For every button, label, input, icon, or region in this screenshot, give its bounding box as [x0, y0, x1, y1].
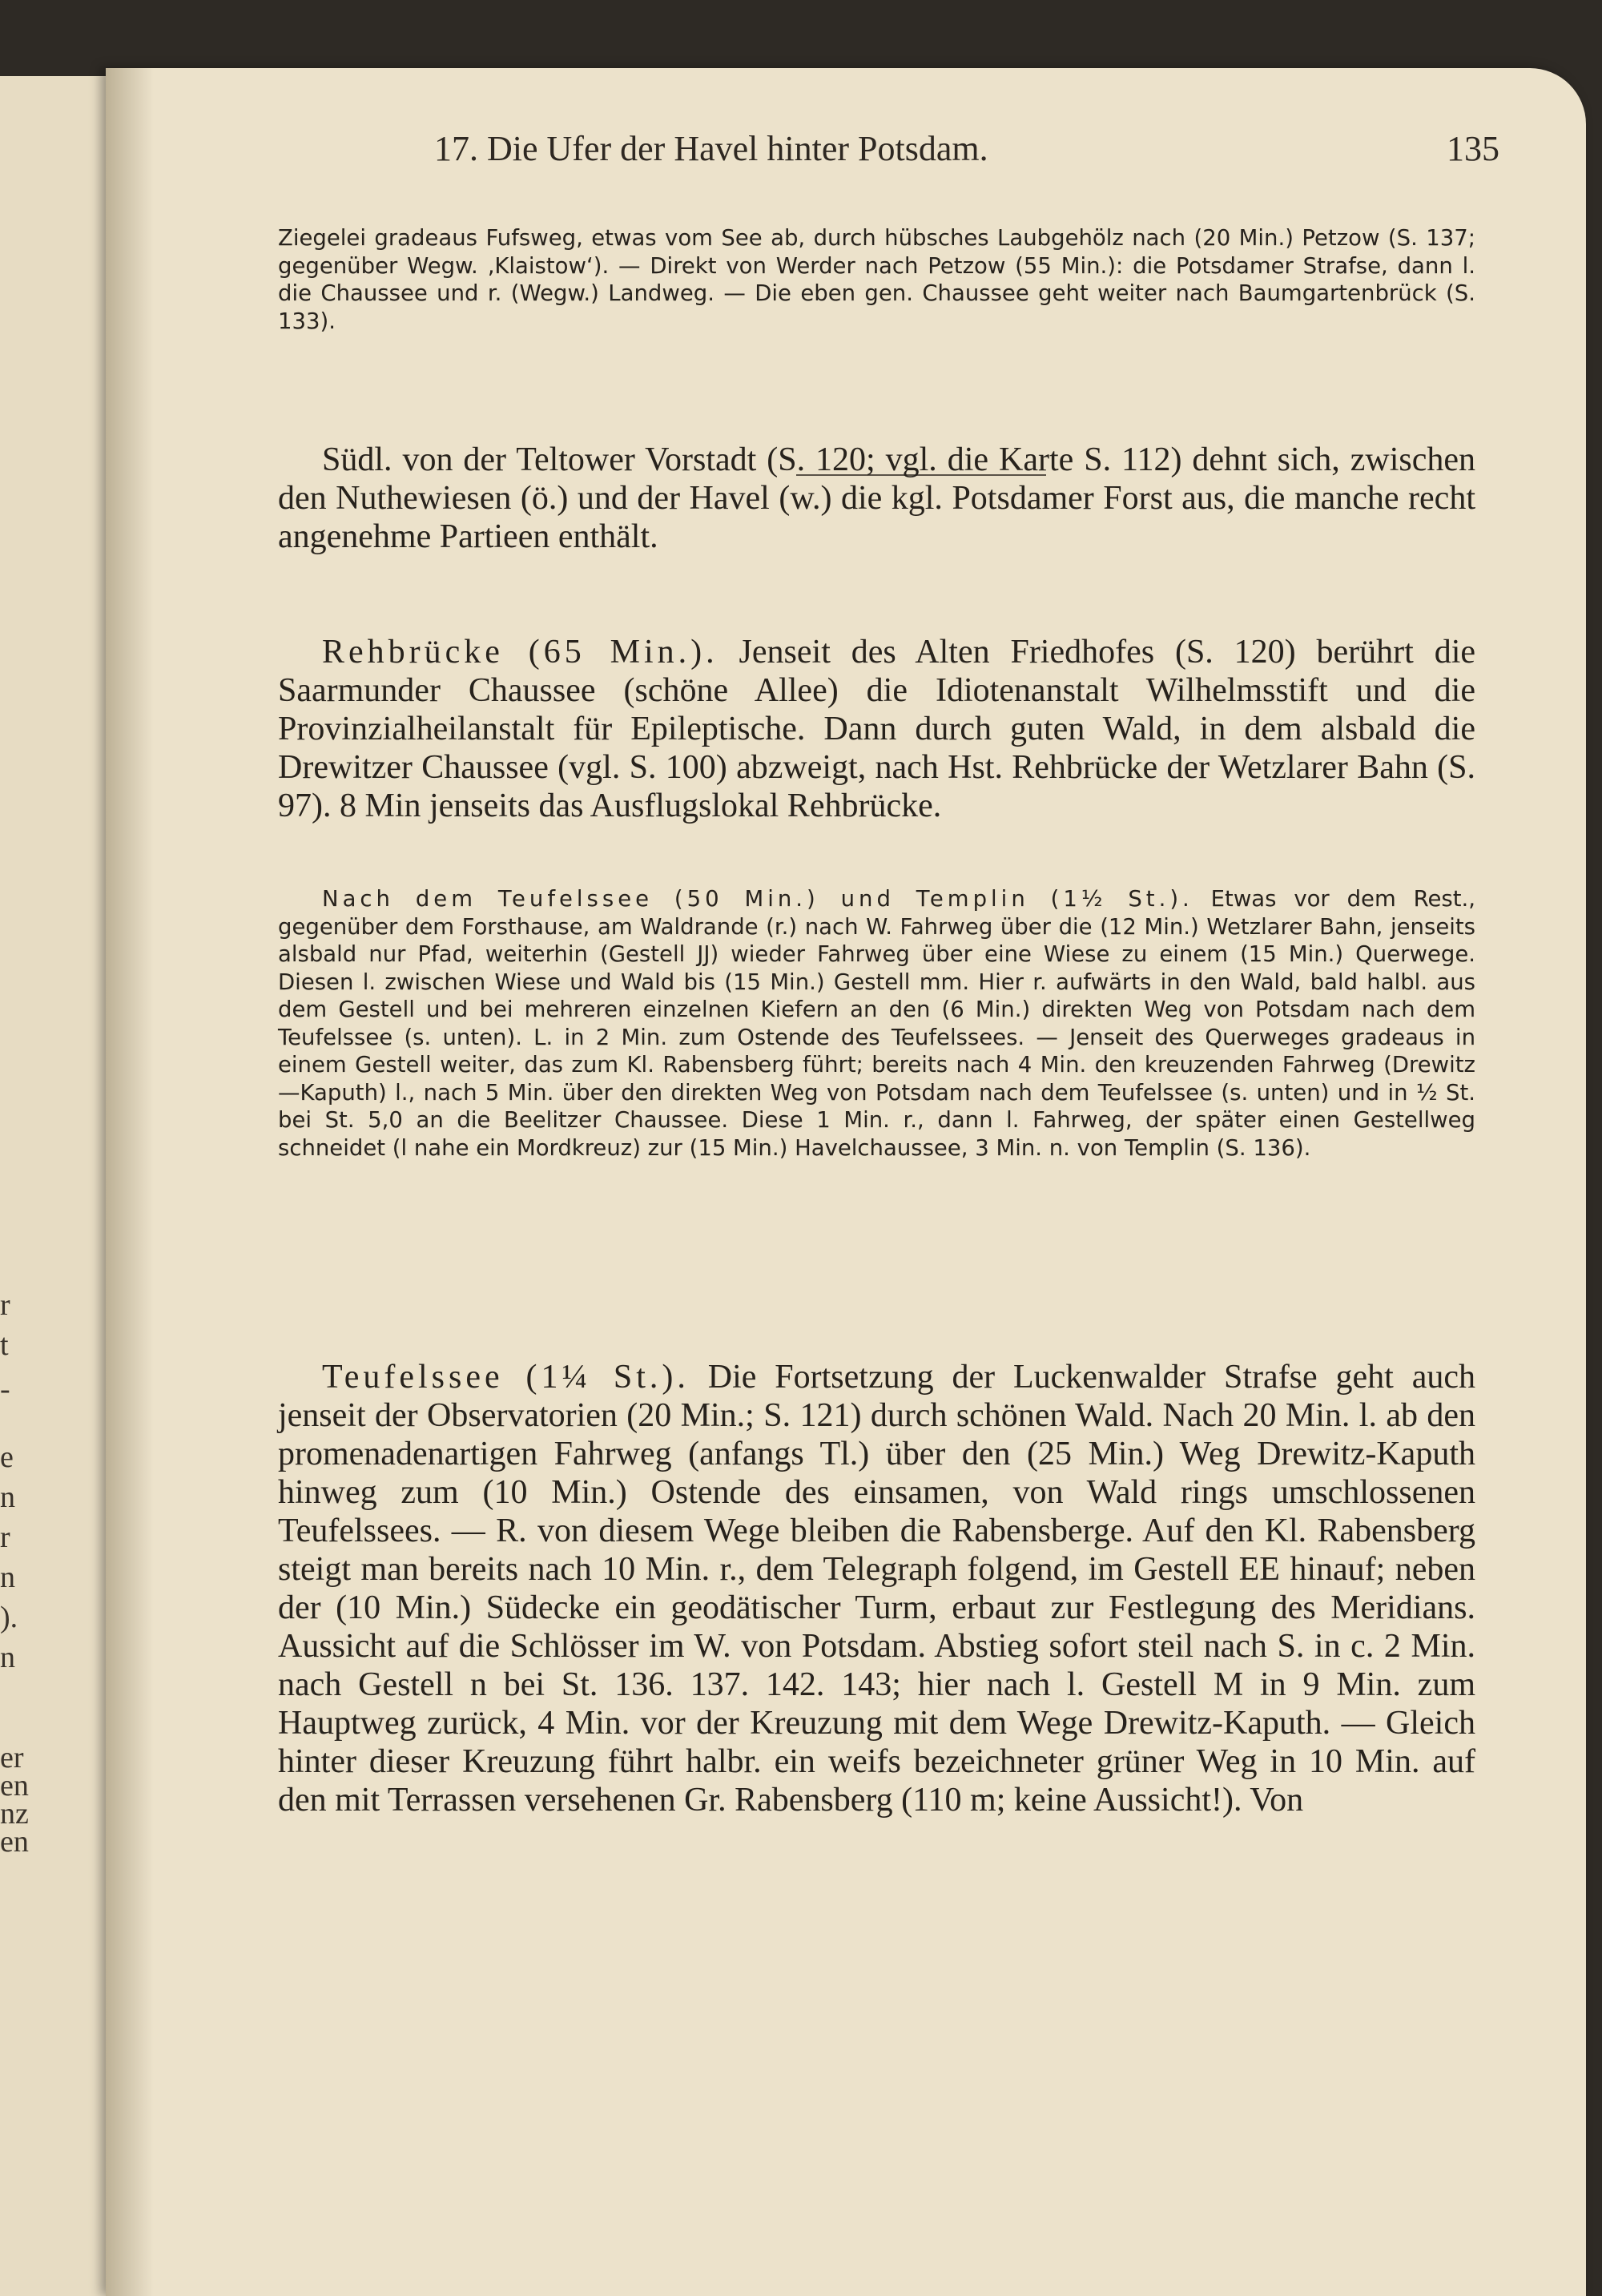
- book-page: [106, 68, 1586, 2296]
- left-fragment: en: [0, 1769, 29, 1803]
- left-fragment: -: [0, 1372, 10, 1406]
- left-fragment: er: [0, 1741, 24, 1774]
- rehbruecke-heading: Rehbrücke (65 Min.).: [322, 634, 718, 671]
- left-fragment: n: [0, 1641, 15, 1674]
- left-fragment: ).: [0, 1601, 18, 1634]
- left-fragment: e: [0, 1440, 14, 1474]
- route-text: Etwas vor dem Rest., gegenüber dem Forsthause, am Waldrande (r.) nach W. Fahrweg über die (12 Min.) Wetzlarer Bahn, jenseits alsbald nur Pfad, weiterhin (Gestell JJ) wieder Fahrweg über eine Wiese zu einem (15 Min.) Querwege. Diesen l. zwischen Wiese und Wald bis (15 Min.) Gestell mm. Hier r. aufwärts in den Wald, bald halbl. aus dem Gestell und bei mehreren einzelnen Kiefern an den (6 Min.) direkten Weg von Potsdam nach dem Teufelssee (s. unten). L. in 2 Min. zum Ostende des Teufelssees. — Jenseit des Querweges gradeaus in einem Gestell weiter, das zum Kl. Rabensberg führt; bereits nach 4 Min. den kreuzenden Fahrweg (Drewitz—Kaputh) l., nach 5 Min. über den direkten Weg von Potsdam nach dem Teufelssee (s. unten) und in ½ St. bei St. 5,0 an die Beelitzer Chaussee. Diese 1 Min. r., dann l. Fahrweg, der später einen Gestellweg schneidet (l nahe ein Mordkreuz) zur (15 Min.) Havelchaussee, 3 Min. n. von Templin (S. 136).: [278, 886, 1475, 1161]
- rehbruecke-section: [278, 633, 1475, 825]
- top-paragraph-text: Ziegelei gradeaus Fufsweg, etwas vom See ab, durch hübsches Laubgehölz nach (20 Min.) Petzow (S. 137; gegenüber Wegw. ‚Klaistow‘). — Direkt von Werder nach Petzow (55 Min.): die Potsdamer Strafse, dann l. die Chaussee und r. (Wegw.) Landweg. — Die eben gen. Chaussee geht weiter nach Baumgartenbrück (S. 133).: [278, 225, 1475, 334]
- teufelssee-text: Die Fortsetzung der Luckenwalder Strafse geht auch jenseit der Observatorien (20 Min.; S. 121) durch schönen Wald. Nach 20 Min. l. ab den promenadenartigen Fahrweg (anfangs Tl.) über den (25 Min.) Weg Drewitz-Kaputh hinweg zum (10 Min.) Ostende des einsamen, von Wald rings umschlossenen Teufelssees. — R. von diesem Wege bleiben die Rabensberge. Auf den Kl. Rabensberg steigt man bereits nach 10 Min. r., dem Telegraph folgend, im Gestell EE hinauf; neben der (10 Min.) Südecke ein geodätischer Turm, erbaut zur Festlegung des Meridians. Aussicht auf die Schlösser im W. von Potsdam. Abstieg sofort steil nach S. in c. 2 Min. nach Gestell n bei St. 136. 137. 142. 143; hier nach l. Gestell M in 9 Min. zum Hauptweg zurück, 4 Min. vor der Kreuzung mit dem Wege Drewitz-Kaputh. — Gleich hinter dieser Kreuzung führt halbr. ein weifs bezeichneter grüner Weg in 10 Min. auf den mit Terrassen versehenen Gr. Rabensberg (110 m; keine Aussicht!). Von: [278, 1359, 1476, 1819]
- top-paragraph: [278, 224, 1475, 335]
- left-fragment: t: [0, 1328, 9, 1362]
- page-gutter: [106, 68, 154, 2296]
- left-fragment: en: [0, 1825, 29, 1859]
- left-fragment: nz: [0, 1797, 29, 1831]
- teufelssee-section: [278, 1358, 1475, 1819]
- intro-paragraph-text: Südl. von der Teltower Vorstadt (S. 120; vgl. die Karte S. 112) dehnt sich, zwischen den Nuthewiesen (ö.) und der Havel (w.) die kgl. Potsdamer Forst aus, die manche recht angenehme Partieen enthält.: [278, 441, 1475, 555]
- left-fragment: n: [0, 1480, 15, 1514]
- page-number: 135: [1447, 129, 1499, 168]
- intro-paragraph: [278, 441, 1475, 556]
- chapter-title: 17. Die Ufer der Havel hinter Potsdam.: [434, 129, 988, 168]
- route-heading: Nach dem Teufelssee (50 Min.) und Templin (1½ St.).: [322, 886, 1193, 912]
- left-fragment: r: [0, 1521, 10, 1554]
- teufelssee-heading: Teufelssee (1¼ St.).: [322, 1359, 690, 1396]
- left-fragment: n: [0, 1561, 15, 1594]
- teufelssee-route-section: [278, 885, 1475, 1162]
- left-fragment: r: [0, 1288, 10, 1322]
- rehbruecke-text: Jenseit des Alten Friedhofes (S. 120) berührt die Saarmunder Chaussee (schöne Allee) die Idiotenanstalt Wilhelmsstift und die Provinzialheilanstalt für Epileptische. Dann durch guten Wald, in dem alsbald die Drewitzer Chaussee (vgl. S. 100) abzweigt, nach Hst. Rehbrücke der Wetzlarer Bahn (S. 97). 8 Min jenseits das Ausflugslokal Rehbrücke.: [278, 634, 1476, 824]
